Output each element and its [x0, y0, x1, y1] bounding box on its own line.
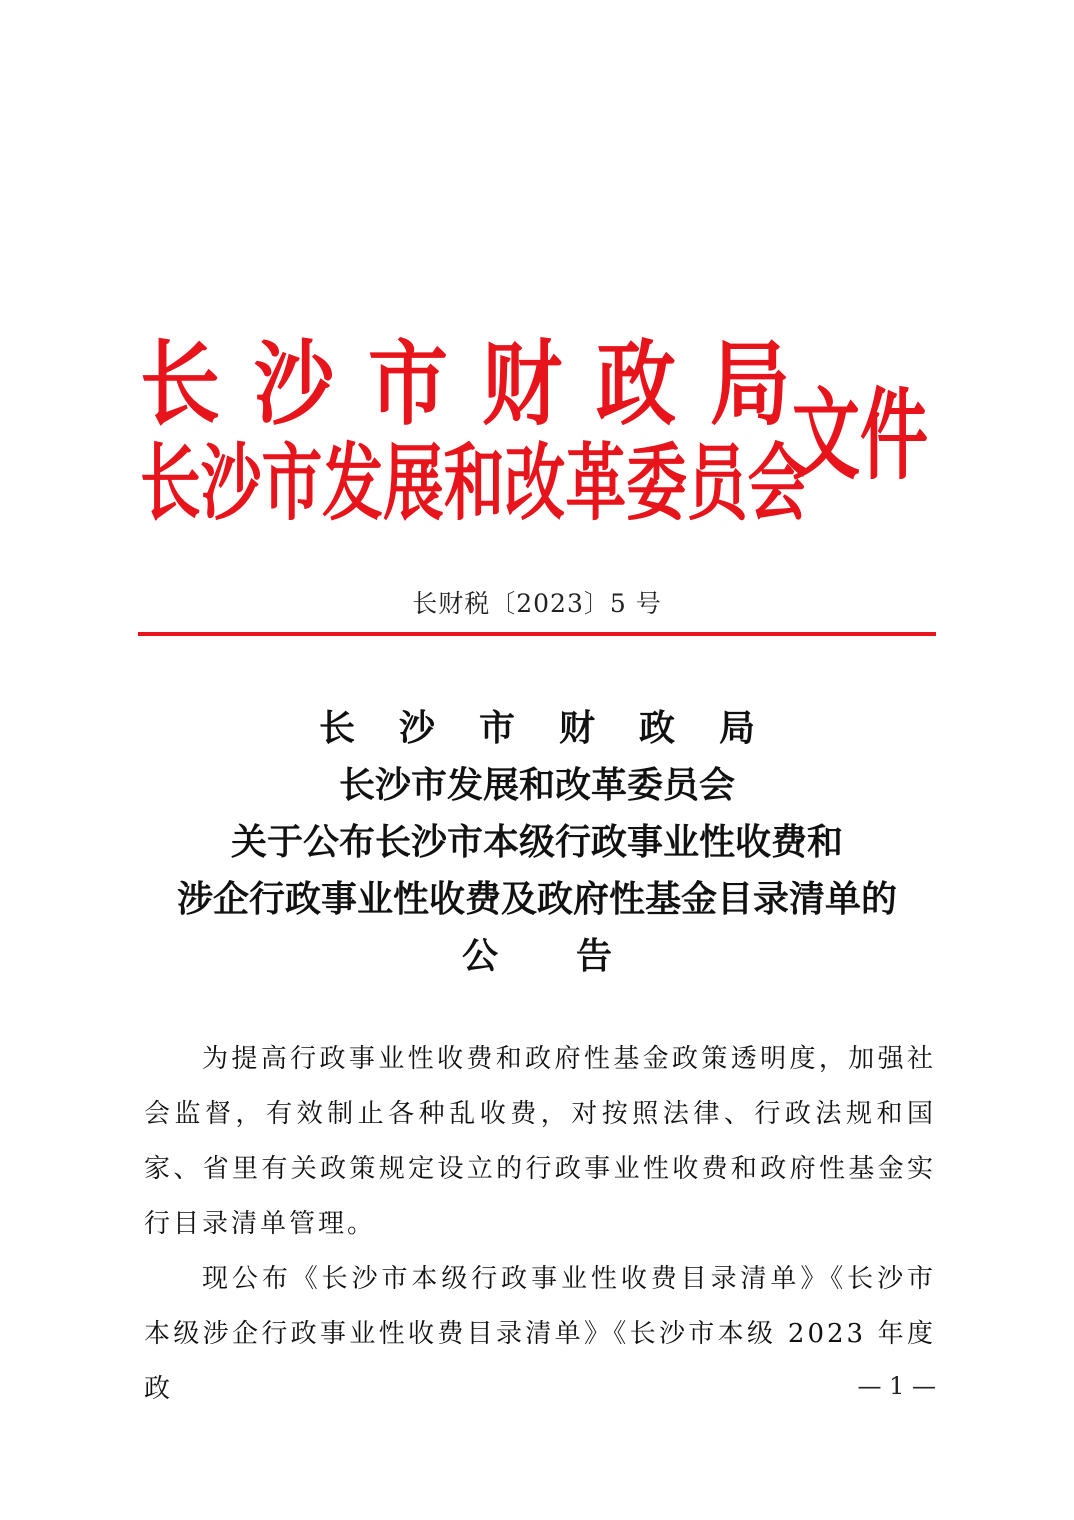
- page-number: — 1 —: [857, 1372, 936, 1400]
- document-body: [144, 1032, 936, 1417]
- title-issuer-2: 长沙市发展和改革委员会: [338, 764, 735, 806]
- title-subject-1: 关于公布长沙市本级行政事业性收费和: [230, 821, 843, 863]
- title-issuer-1: 长沙市财政局: [318, 707, 799, 749]
- masthead-issuer-2: 长沙市发展和改革委员会: [140, 433, 809, 533]
- title-type: 公告: [461, 935, 690, 977]
- title-subject-2: 涉企行政事业性收费及政府性基金目录清单的: [176, 878, 897, 920]
- body-paragraph-1: 为提高行政事业性收费和政府性基金政策透明度，加强社会监督，有效制止各种乱收费，对按照法律、行政法规和国家、省里有关政策规定设立的行政事业性收费和政府性基金实行目录清单管理。: [144, 1044, 936, 1239]
- red-masthead: [140, 310, 940, 533]
- document-number: 长财税〔2023〕5 号: [412, 589, 662, 618]
- document-title: [0, 700, 1074, 985]
- masthead-issuer-1: 长沙市财政局: [140, 329, 824, 438]
- body-paragraph-2: 现公布《长沙市本级行政事业性收费目录清单》《长沙市本级涉企行政事业性收费目录清单》《长沙市本级 2023 年度政: [144, 1264, 936, 1404]
- masthead-suffix: 文件: [792, 378, 929, 495]
- red-divider-line: [138, 632, 936, 636]
